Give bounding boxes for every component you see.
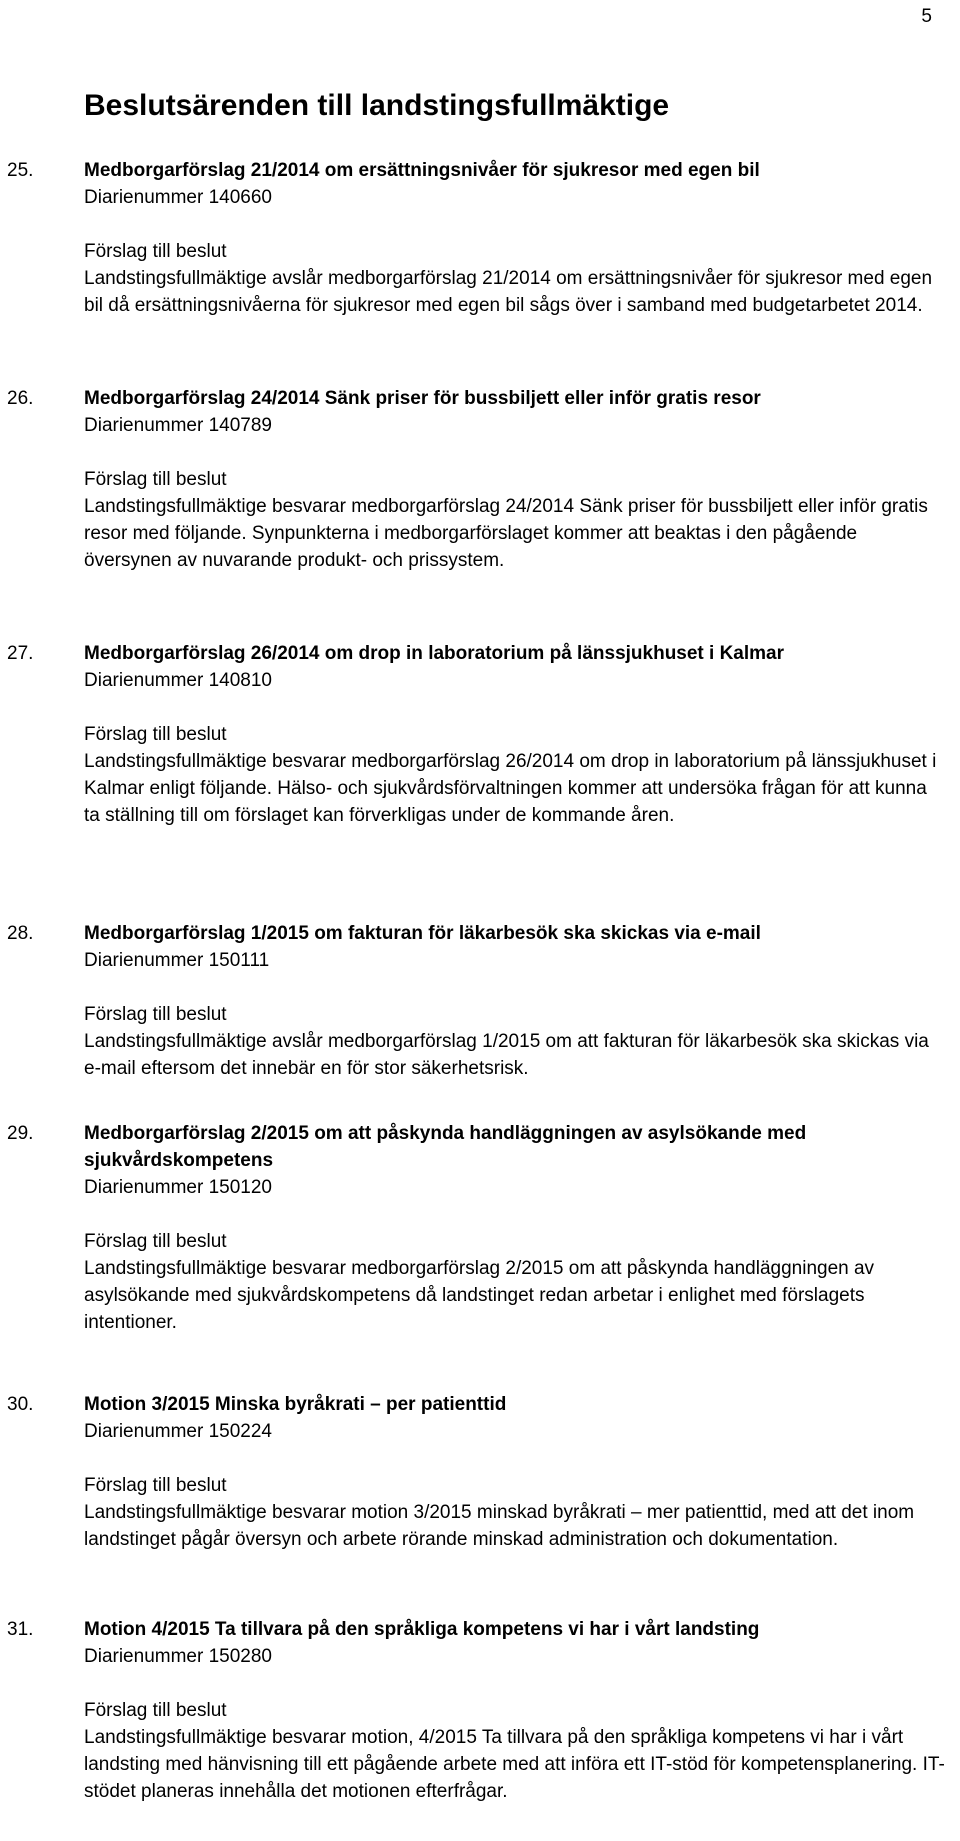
item-number: 27. bbox=[7, 643, 34, 664]
item-diarienummer: Diarienummer 150111 bbox=[84, 950, 270, 971]
item-diarienummer: Diarienummer 150224 bbox=[84, 1421, 272, 1442]
item-diarienummer: Diarienummer 150280 bbox=[84, 1646, 272, 1667]
page-title: Beslutsärenden till landstingsfullmäktige bbox=[84, 89, 670, 122]
item-title: Medborgarförslag 2/2015 om att påskynda handläggningen av asylsökande med sjukvårdskompetens bbox=[84, 1123, 807, 1171]
proposal-text: Landstingsfullmäktige avslår medborgarförslag 1/2015 om att fakturan för läkarbesök ska skickas via e-mail eftersom det innebär en för stor säkerhetsrisk. bbox=[84, 1031, 929, 1079]
item-number: 25. bbox=[7, 160, 34, 181]
item-diarienummer: Diarienummer 150120 bbox=[84, 1177, 272, 1198]
item-body bbox=[84, 920, 946, 1082]
item-number: 29. bbox=[7, 1123, 34, 1144]
item-body bbox=[84, 1616, 946, 1805]
item-number: 26. bbox=[7, 388, 34, 409]
proposal-label: Förslag till beslut bbox=[84, 241, 227, 262]
item-diarienummer: Diarienummer 140810 bbox=[84, 670, 272, 691]
item-diarienummer: Diarienummer 140660 bbox=[84, 187, 272, 208]
item-body bbox=[84, 1391, 946, 1553]
proposal-label: Förslag till beslut bbox=[84, 1700, 227, 1721]
proposal-text: Landstingsfullmäktige besvarar medborgarförslag 24/2014 Sänk priser för bussbiljett eller inför gratis resor med följande. Synpunkterna i medborgarförslaget kommer att beaktas i den pågående översynen av nuvarande produkt- och prissystem. bbox=[84, 496, 928, 571]
proposal-label: Förslag till beslut bbox=[84, 1475, 227, 1496]
item-number: 30. bbox=[7, 1394, 34, 1415]
item-number: 31. bbox=[7, 1619, 34, 1640]
page-number: 5 bbox=[921, 6, 932, 27]
item-body bbox=[84, 385, 946, 574]
item-title: Motion 3/2015 Minska byråkrati – per patienttid bbox=[84, 1394, 507, 1415]
item-title: Medborgarförslag 24/2014 Sänk priser för bussbiljett eller inför gratis resor bbox=[84, 388, 761, 409]
proposal-label: Förslag till beslut bbox=[84, 469, 227, 490]
item-title: Medborgarförslag 21/2014 om ersättningsnivåer för sjukresor med egen bil bbox=[84, 160, 760, 181]
proposal-text: Landstingsfullmäktige avslår medborgarförslag 21/2014 om ersättningsnivåer för sjukresor med egen bil då ersättningsnivåerna för sjukresor med egen bil sågs över i samband med budgetarbetet 2014. bbox=[84, 268, 933, 316]
proposal-text: Landstingsfullmäktige besvarar medborgarförslag 2/2015 om att påskynda handläggningen av asylsökande med sjukvårdskompetens då landstinget redan arbetar i enlighet med förslagets intentioner. bbox=[84, 1258, 875, 1333]
proposal-text: Landstingsfullmäktige besvarar medborgarförslag 26/2014 om drop in laboratorium på länssjukhuset i Kalmar enligt följande. Hälso- och sjukvårdsförvaltningen kommer att undersöka frågan för att kunna ta ställning till om förslaget kan förverkligas under de kommande åren. bbox=[84, 751, 937, 826]
proposal-text: Landstingsfullmäktige besvarar motion 3/2015 minskad byråkrati – mer patienttid, med att det inom landstinget pågår översyn och arbete rörande minskad administration och dokumentation. bbox=[84, 1502, 915, 1550]
proposal-label: Förslag till beslut bbox=[84, 724, 227, 745]
item-body bbox=[84, 640, 946, 829]
item-title: Medborgarförslag 1/2015 om fakturan för läkarbesök ska skickas via e-mail bbox=[84, 923, 761, 944]
proposal-label: Förslag till beslut bbox=[84, 1231, 227, 1252]
item-body bbox=[84, 1120, 946, 1336]
item-title: Motion 4/2015 Ta tillvara på den språkliga kompetens vi har i vårt landsting bbox=[84, 1619, 760, 1640]
item-title: Medborgarförslag 26/2014 om drop in laboratorium på länssjukhuset i Kalmar bbox=[84, 643, 785, 664]
proposal-label: Förslag till beslut bbox=[84, 1004, 227, 1025]
item-body bbox=[84, 157, 946, 319]
item-diarienummer: Diarienummer 140789 bbox=[84, 415, 272, 436]
proposal-text: Landstingsfullmäktige besvarar motion, 4/2015 Ta tillvara på den språkliga kompetens vi har i vårt landsting med hänvisning till ett pågående arbete med att införa ett IT-stöd för kompetensplanering. IT-stödet planeras innehålla det motionen efterfrågar. bbox=[84, 1727, 945, 1802]
item-number: 28. bbox=[7, 923, 34, 944]
